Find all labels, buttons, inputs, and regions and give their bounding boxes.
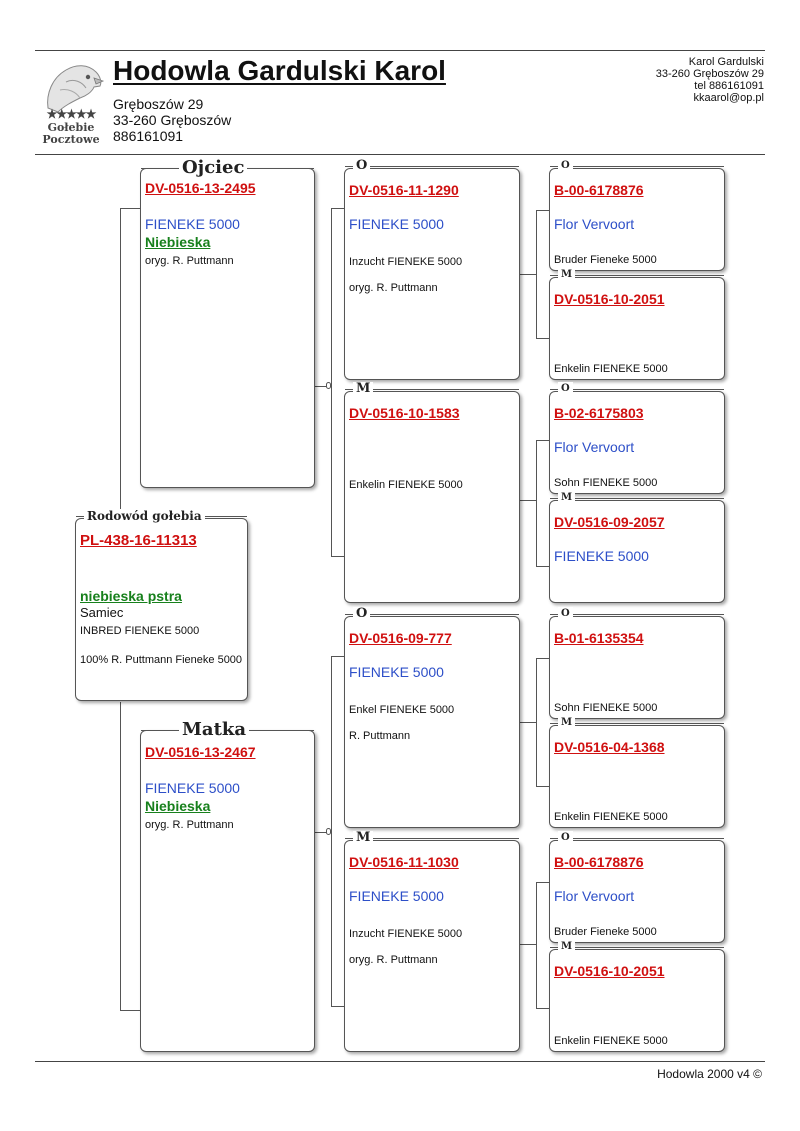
great-grandparent-fmm-card xyxy=(549,492,725,603)
great-grandparent-mmm-ring-number[interactable]: DV-0516-10-2051 xyxy=(554,963,665,979)
connector xyxy=(520,722,536,723)
connector xyxy=(520,944,536,945)
connector xyxy=(536,210,537,338)
connector xyxy=(520,500,536,501)
connector-knob xyxy=(326,382,331,389)
connector xyxy=(536,440,537,566)
great-grandparent-fmm-ring-number[interactable]: DV-0516-09-2057 xyxy=(554,514,665,530)
grandparent-fm-card xyxy=(344,381,520,603)
great-grandparent-mmm-legend: M xyxy=(558,940,575,954)
subject-note-1: INBRED FIENEKE 5000 xyxy=(80,625,200,637)
great-grandparent-fmm-name: FIENEKE 5000 xyxy=(554,548,649,564)
grandparent-mf-name: FIENEKE 5000 xyxy=(349,664,444,680)
connector xyxy=(120,208,121,518)
subject-color[interactable]: niebieska pstra xyxy=(80,588,182,604)
logo-stars: ★★★★★ xyxy=(46,107,96,121)
great-grandparent-fff-note: Bruder Fieneke 5000 xyxy=(554,254,657,266)
connector xyxy=(536,338,549,339)
connector xyxy=(331,208,332,556)
connector xyxy=(536,658,537,786)
connector xyxy=(536,1008,549,1009)
pigeon-logo xyxy=(36,56,106,148)
contact-phone: tel 886161091 xyxy=(694,80,764,92)
great-grandparent-ffm-ring-number[interactable]: DV-0516-10-2051 xyxy=(554,291,665,307)
phone-number: 886161091 xyxy=(113,128,184,144)
connector xyxy=(331,656,344,657)
mother-ring-number[interactable]: DV-0516-13-2467 xyxy=(145,744,256,760)
great-grandparent-fmm-legend: M xyxy=(558,491,575,505)
connector xyxy=(520,274,536,275)
connector xyxy=(331,556,344,557)
great-grandparent-mfm-ring-number[interactable]: DV-0516-04-1368 xyxy=(554,739,665,755)
logo-text-golebie: Gołebie xyxy=(47,121,95,134)
grandparent-mm-card xyxy=(344,830,520,1052)
grandparent-mm-note-1: Inzucht FIENEKE 5000 xyxy=(349,928,463,940)
great-grandparent-mfm-legend: M xyxy=(558,716,575,730)
mother-card xyxy=(140,719,315,1052)
grandparent-fm-legend: M xyxy=(353,382,373,396)
great-grandparent-ffm-note: Enkelin FIENEKE 5000 xyxy=(554,363,668,375)
great-grandparent-ffm-legend: M xyxy=(558,268,575,282)
connector xyxy=(120,1010,140,1011)
great-grandparent-fmf-ring-number[interactable]: B-02-6175803 xyxy=(554,405,644,421)
great-grandparent-fff-ring-number[interactable]: B-00-6178876 xyxy=(554,182,644,198)
father-color[interactable]: Niebieska xyxy=(145,234,211,250)
logo-text-pocztowe: Pocztowe xyxy=(42,133,100,146)
great-grandparent-mff-legend: O xyxy=(558,607,573,621)
great-grandparent-fff-name: Flor Vervoort xyxy=(554,216,635,232)
great-grandparent-fmf-card xyxy=(549,383,725,494)
great-grandparent-fmf-legend: O xyxy=(558,382,573,396)
grandparent-mf-note-2: R. Puttmann xyxy=(349,730,411,742)
header-bottom-rule xyxy=(35,154,765,155)
mother-name: FIENEKE 5000 xyxy=(145,780,240,796)
connector-knob xyxy=(326,828,331,835)
connector xyxy=(120,702,121,1010)
subject-sex: Samiec xyxy=(80,605,124,620)
grandparent-mm-ring-number[interactable]: DV-0516-11-1030 xyxy=(349,854,459,870)
great-grandparent-mmf-legend: O xyxy=(558,831,573,845)
mother-note: oryg. R. Puttmann xyxy=(145,819,234,831)
great-grandparent-fmf-name: Flor Vervoort xyxy=(554,439,635,455)
contact-email: kkaarol@op.pl xyxy=(693,92,764,104)
grandparent-mf-legend: O xyxy=(353,607,370,621)
address-line-2: 33-260 Gręboszów xyxy=(113,112,232,128)
grandparent-ff-card xyxy=(344,158,520,380)
header-top-rule xyxy=(35,50,765,51)
mother-color[interactable]: Niebieska xyxy=(145,798,211,814)
great-grandparent-mff-note: Sohn FIENEKE 5000 xyxy=(554,702,658,714)
grandparent-mm-name: FIENEKE 5000 xyxy=(349,888,444,904)
great-grandparent-mmf-ring-number[interactable]: B-00-6178876 xyxy=(554,854,644,870)
grandparent-ff-legend: O xyxy=(353,159,370,173)
connector xyxy=(536,566,549,567)
great-grandparent-mfm-note: Enkelin FIENEKE 5000 xyxy=(554,811,668,823)
connector xyxy=(120,208,140,209)
grandparent-mm-legend: M xyxy=(353,831,373,845)
great-grandparent-mmm-note: Enkelin FIENEKE 5000 xyxy=(554,1035,668,1047)
grandparent-mf-note-1: Enkel FIENEKE 5000 xyxy=(349,704,455,716)
grandparent-fm-note-1: Enkelin FIENEKE 5000 xyxy=(349,479,463,491)
connector xyxy=(536,882,549,883)
grandparent-ff-note-2: oryg. R. Puttmann xyxy=(349,282,438,294)
grandparent-mf-card xyxy=(344,606,520,828)
subject-note-2: 100% R. Puttmann Fieneke 5000 xyxy=(80,654,243,666)
great-grandparent-fmf-note: Sohn FIENEKE 5000 xyxy=(554,477,658,489)
connector xyxy=(331,1006,344,1007)
great-grandparent-mff-card xyxy=(549,608,725,719)
great-grandparent-ffm-card xyxy=(549,269,725,380)
mother-legend: Matka xyxy=(179,723,249,737)
contact-name: Karol Gardulski xyxy=(688,56,764,68)
grandparent-ff-ring-number[interactable]: DV-0516-11-1290 xyxy=(349,182,459,198)
pigeon-subject-card xyxy=(75,509,248,701)
grandparent-fm-ring-number[interactable]: DV-0516-10-1583 xyxy=(349,405,460,421)
connector xyxy=(536,882,537,1008)
father-legend: Ojciec xyxy=(179,161,247,175)
connector xyxy=(536,658,549,659)
connector xyxy=(536,210,549,211)
great-grandparent-mmf-card xyxy=(549,832,725,943)
grandparent-mm-note-2: oryg. R. Puttmann xyxy=(349,954,438,966)
father-name: FIENEKE 5000 xyxy=(145,216,240,232)
connector xyxy=(536,786,549,787)
great-grandparent-mmm-card xyxy=(549,941,725,1052)
father-card xyxy=(140,157,315,488)
father-ring-number[interactable]: DV-0516-13-2495 xyxy=(145,180,256,196)
grandparent-ff-name: FIENEKE 5000 xyxy=(349,216,444,232)
address-line-1: Gręboszów 29 xyxy=(113,96,204,112)
great-grandparent-fff-legend: O xyxy=(558,159,573,173)
connector xyxy=(331,656,332,1006)
contact-address: 33-260 Gręboszów 29 xyxy=(655,68,764,80)
great-grandparent-mff-ring-number[interactable]: B-01-6135354 xyxy=(554,630,644,646)
page-title: Hodowla Gardulski Karol xyxy=(113,55,446,86)
grandparent-mf-ring-number[interactable]: DV-0516-09-777 xyxy=(349,630,452,646)
grandparent-ff-note-1: Inzucht FIENEKE 5000 xyxy=(349,256,463,268)
great-grandparent-mmf-note: Bruder Fieneke 5000 xyxy=(554,926,657,938)
great-grandparent-mfm-card xyxy=(549,717,725,828)
connector xyxy=(536,440,549,441)
footer-rule xyxy=(35,1061,765,1062)
subject-ring-number[interactable]: PL-438-16-11313 xyxy=(80,532,197,549)
great-grandparent-fff-card xyxy=(549,160,725,271)
great-grandparent-mmf-name: Flor Vervoort xyxy=(554,888,635,904)
father-note: oryg. R. Puttmann xyxy=(145,255,234,267)
connector xyxy=(331,208,344,209)
subject-legend: Rodowód gołebia xyxy=(84,509,205,523)
footer-text: Hodowla 2000 v4 © xyxy=(657,1067,762,1081)
